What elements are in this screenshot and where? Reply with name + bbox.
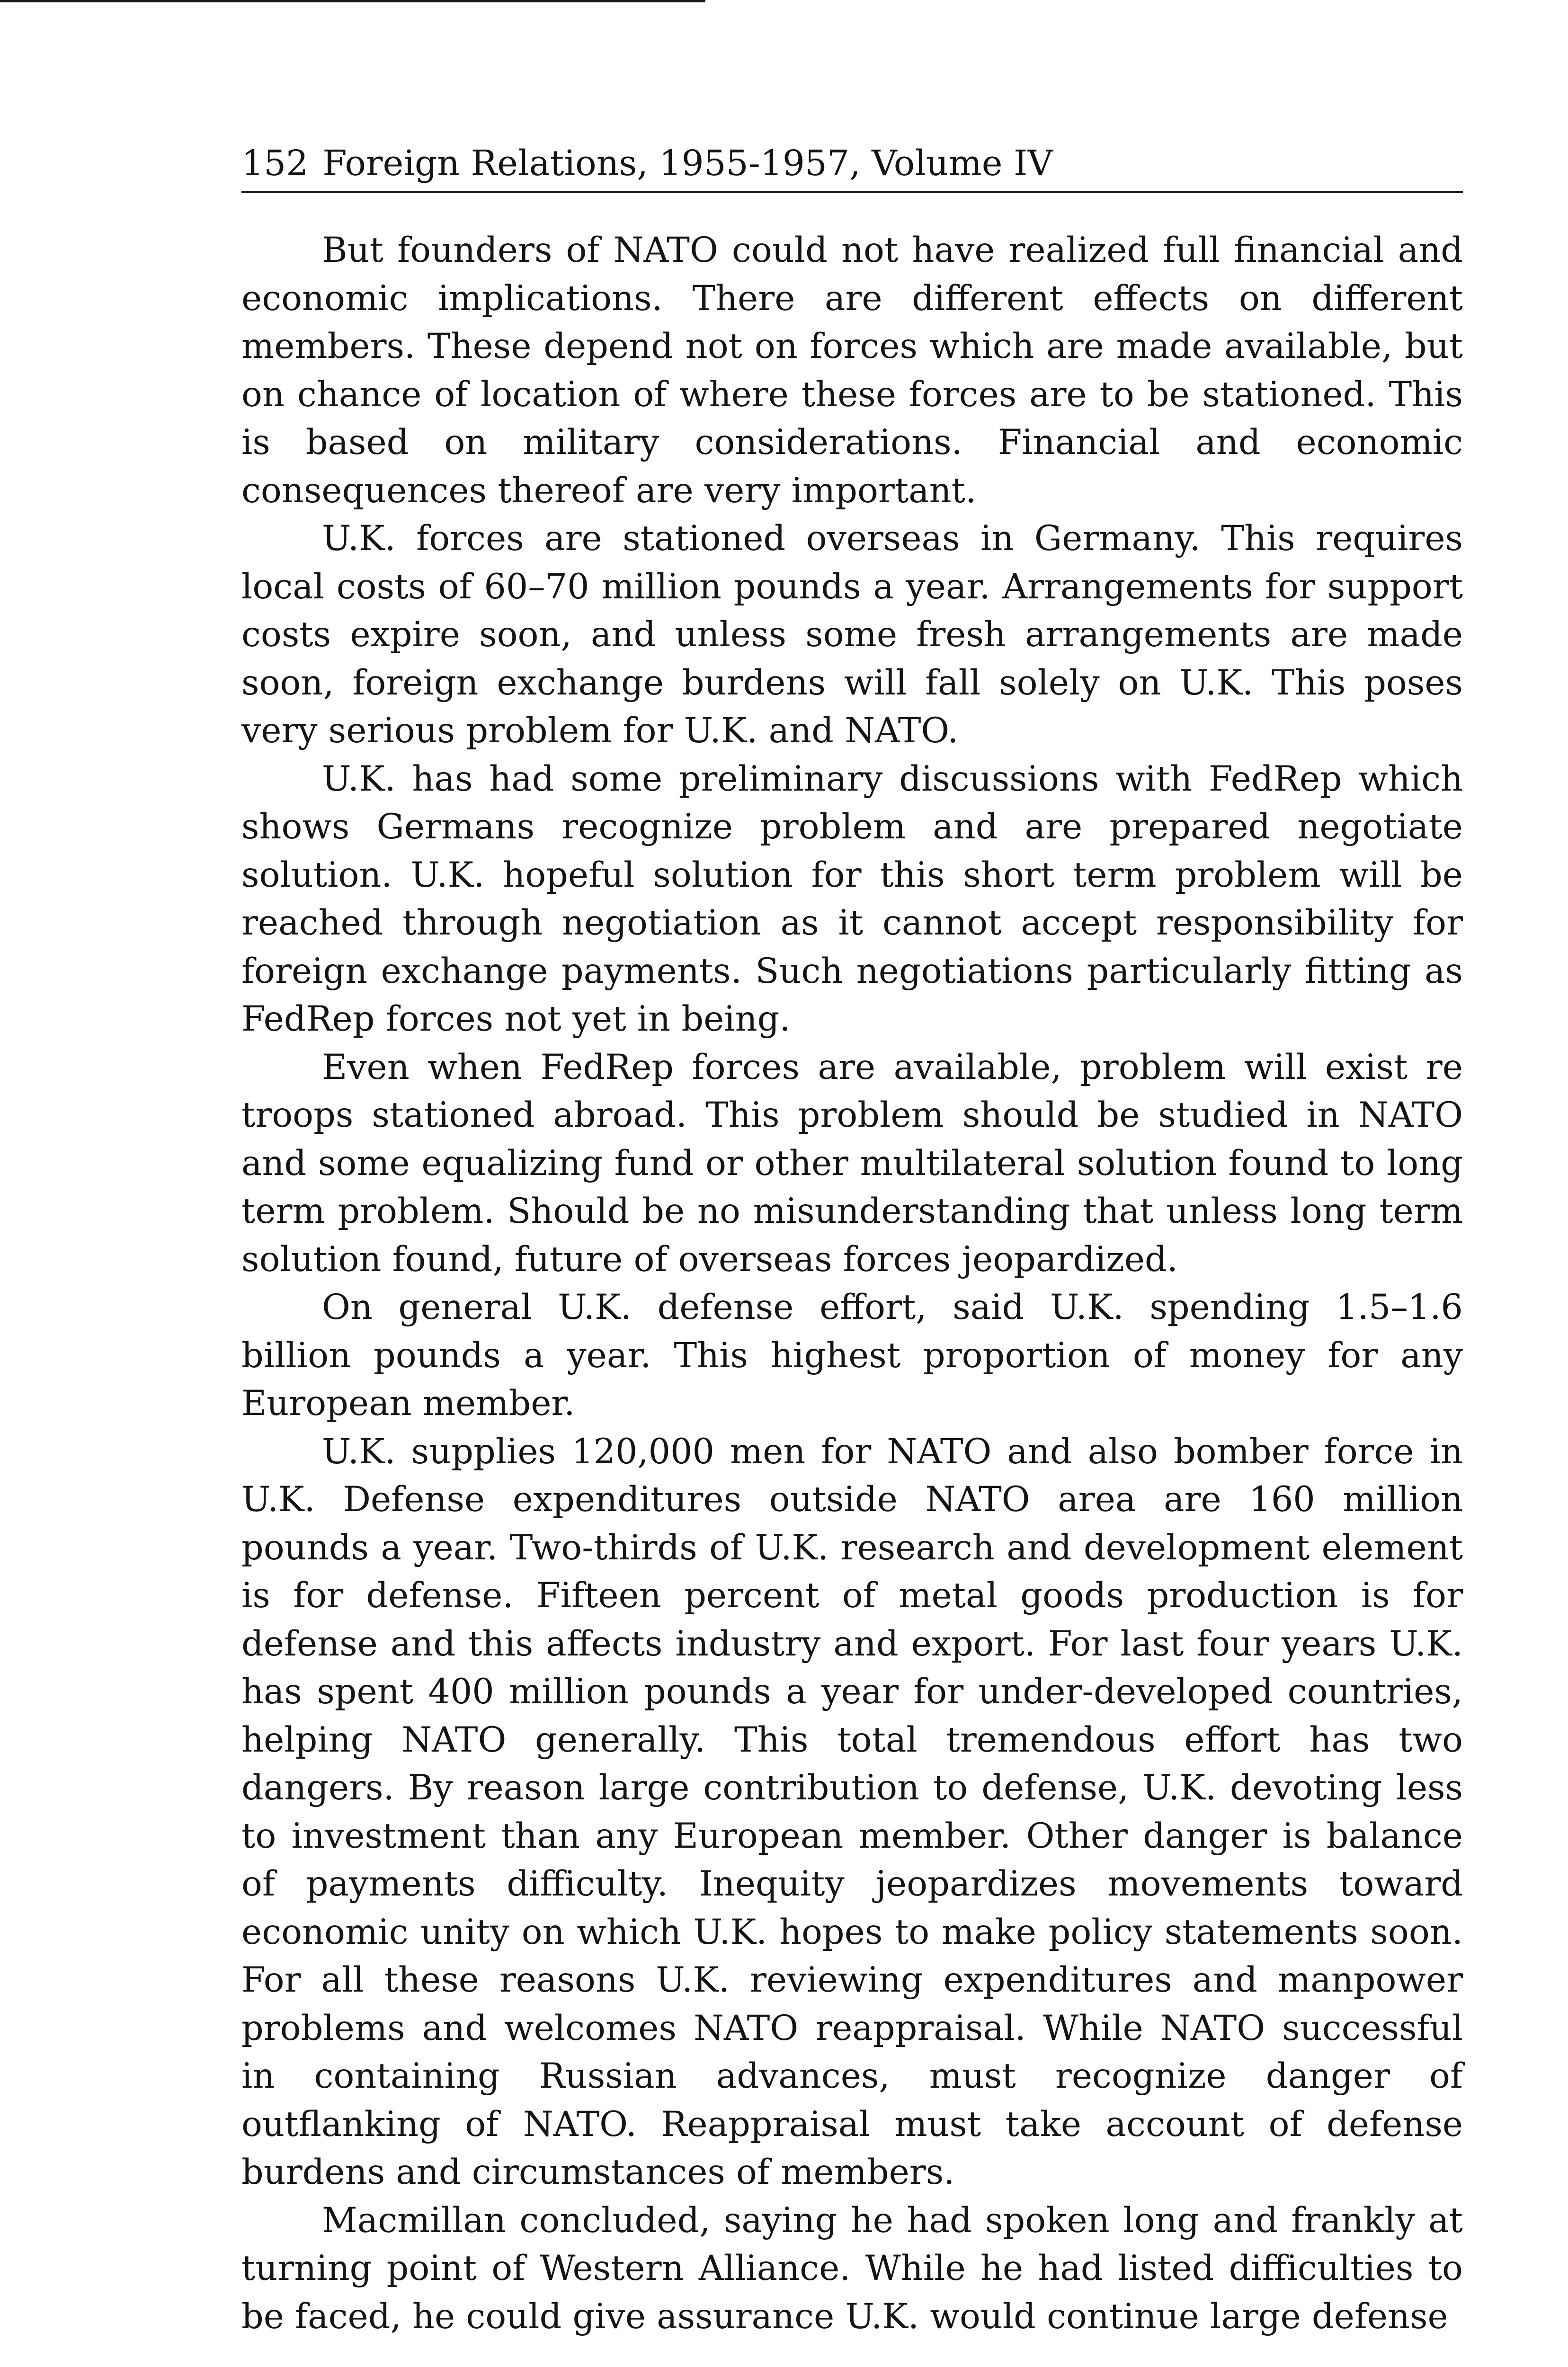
paragraph: U.K. has had some preliminary discussions with FedRep which shows Germans recognize problem and are prepared negotiate solution. U.K. hopeful solution for this short term problem will be reached through negotiation as it cannot accept responsibility for foreign exchange payments. Such negotiations particularly fitting as FedRep forces not yet in being. — [241, 758, 1463, 1039]
page-number: 152 — [241, 143, 309, 184]
paragraph: U.K. forces are stationed overseas in Germany. This requires local costs of 60–70 million pounds a year. Arrangements for support costs expire soon, and unless some fresh arrangements are made soon, foreign exchange burdens will fall solely on U.K. This poses very serious problem for U.K. and NATO. — [241, 518, 1463, 751]
top-edge-rule — [0, 0, 705, 2]
running-header — [241, 137, 1463, 193]
paragraph: Even when FedRep forces are available, problem will exist re troops stationed abroad. This problem should be studied in NATO and some equalizing fund or other multilateral solution found to long term problem. Should be no misunderstanding that unless long term solution found, future of overseas forces jeopardized. — [241, 1047, 1463, 1280]
paragraph: U.K. supplies 120,000 men for NATO and also bomber force in U.K. Defense expenditures outside NATO area are 160 million pounds a year. Two-thirds of U.K. research and development element is for defense. Fifteen percent of metal goods production is for defense and this affects industry and export. For last four years U.K. has spent 400 million pounds a year for under-developed countries, helping NATO generally. This total tremendous effort has two dangers. By reason large contribution to defense, U.K. devoting less to investment than any European member. Other danger is balance of payments difficulty. Inequity jeopardizes movements toward economic unity on which U.K. hopes to make policy statements soon. For all these reasons U.K. reviewing expenditures and manpower problems and welcomes NATO reappraisal. While NATO successful in containing Russian advances, must recognize danger of outflanking of NATO. Reappraisal must take account of defense burdens and circumstances of members. — [241, 1431, 1463, 2192]
paragraph: On general U.K. defense effort, said U.K. spending 1.5–1.6 billion pounds a year. This highest proportion of money for any European member. — [241, 1287, 1463, 1424]
body-text — [241, 226, 1463, 2340]
paragraph: Macmillan concluded, saying he had spoken long and frankly at turning point of Western Alliance. While he had listed difficulties to be faced, he could give assurance U.K. would continue large defense — [241, 2200, 1463, 2337]
paragraph: But founders of NATO could not have realized full financial and economic implications. There are different effects on different members. These depend not on forces which are made available, but on chance of location of where these forces are to be stationed. This is based on military considerations. Financial and economic consequences thereof are very important. — [241, 230, 1463, 511]
document-page — [241, 137, 1463, 2340]
running-title: Foreign Relations, 1955-1957, Volume IV — [322, 143, 1053, 184]
